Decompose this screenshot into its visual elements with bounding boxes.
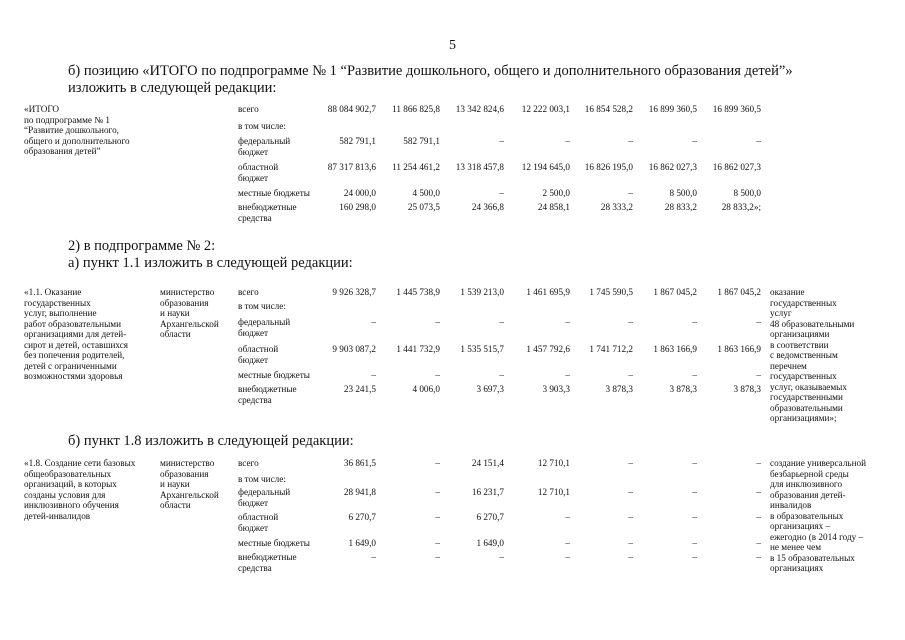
amount-cell: 1 867 045,2 <box>653 287 697 297</box>
amount-cell: – <box>499 552 504 562</box>
amount-cell: 9 926 328,7 <box>332 287 376 297</box>
amount-cell: 16 862 027,3 <box>648 162 697 172</box>
amount-cell: – <box>435 552 440 562</box>
amount-cell: 1 445 738,9 <box>396 287 440 297</box>
item-1-8-name: «1.8. Создание сети базовых общеобразовательных организаций, в которых созданы условия для инклюзивного обучения детей-инвалидов <box>24 458 136 521</box>
amount-cell: 3 697,3 <box>476 384 504 394</box>
amount-cell: – <box>628 552 633 562</box>
amount-cell: 1 741 712,2 <box>589 344 633 354</box>
amount-cell: – <box>756 487 761 497</box>
funding-source-label: местные бюджеты <box>238 188 310 198</box>
amount-cell: – <box>435 317 440 327</box>
amount-cell: 1 863 166,9 <box>717 344 761 354</box>
amount-cell: 582 791,1 <box>403 136 440 146</box>
amount-cell: – <box>692 512 697 522</box>
amount-cell: 24 000,0 <box>343 188 376 198</box>
page-number: 5 <box>449 38 456 53</box>
funding-source-label: внебюджетные средства <box>238 202 297 223</box>
item-1-1-name: «1.1. Оказание государственных услуг, выполнение работ образовательными организациями для детей- сирот и детей, оставшихся без попечения родителей, детей с ограниченными возможностями здоровья <box>24 287 129 381</box>
amount-cell: 16 899 360,5 <box>712 104 761 114</box>
amount-cell: 6 270,7 <box>348 512 376 522</box>
amount-cell: 6 270,7 <box>476 512 504 522</box>
amount-cell: 28 333,2 <box>600 202 633 212</box>
amount-cell: – <box>692 487 697 497</box>
amount-cell: – <box>435 487 440 497</box>
funding-source-label: внебюджетные средства <box>238 552 297 573</box>
paragraph-b-line-2: изложить в следующей редакции: <box>68 80 277 96</box>
amount-cell: – <box>692 370 697 380</box>
amount-cell: – <box>371 552 376 562</box>
amount-cell: – <box>371 370 376 380</box>
funding-source-label: федеральный бюджет <box>238 136 291 157</box>
item-1-1-result: оказание государственных услуг 48 образовательными организациями в соответствии с ведомственным перечнем государственных услуг, оказываемых государственными образовательными организациями»; <box>770 287 855 423</box>
amount-cell: – <box>565 136 570 146</box>
funding-source-label: местные бюджеты <box>238 538 310 548</box>
amount-cell: 1 461 695,9 <box>526 287 570 297</box>
paragraph-subprogram-2: 2) в подпрограмме № 2: <box>68 238 216 254</box>
amount-cell: 9 903 087,2 <box>332 344 376 354</box>
funding-source-label: местные бюджеты <box>238 370 310 380</box>
amount-cell: – <box>499 317 504 327</box>
amount-cell: 12 710,1 <box>537 487 570 497</box>
amount-cell: 16 862 027,3 <box>712 162 761 172</box>
amount-cell: – <box>756 317 761 327</box>
funding-source-label: федеральный бюджет <box>238 487 291 508</box>
amount-cell: 160 298,0 <box>339 202 376 212</box>
amount-cell: 16 899 360,5 <box>648 104 697 114</box>
amount-cell: – <box>565 512 570 522</box>
funding-source-label: областной бюджет <box>238 162 279 183</box>
amount-cell: – <box>692 136 697 146</box>
amount-cell: 2 500,0 <box>542 188 570 198</box>
amount-cell: 582 791,1 <box>339 136 376 146</box>
funding-source-label: всего <box>238 458 259 468</box>
amount-cell: 12 710,1 <box>537 458 570 468</box>
paragraph-b-line-1: б) позицию «ИТОГО по подпрограмме № 1 “Развитие дошкольного, общего и дополнительного образования детей”» <box>68 63 793 79</box>
amount-cell: – <box>756 458 761 468</box>
funding-source-label: всего <box>238 287 259 297</box>
amount-cell: – <box>756 538 761 548</box>
amount-cell: 24 858,1 <box>537 202 570 212</box>
amount-cell: 1 649,0 <box>476 538 504 548</box>
amount-cell: – <box>628 538 633 548</box>
funding-source-label: федеральный бюджет <box>238 317 291 338</box>
amount-cell: – <box>435 370 440 380</box>
amount-cell: 28 833,2»; <box>721 202 761 212</box>
amount-cell: 1 867 045,2 <box>717 287 761 297</box>
amount-cell: – <box>499 188 504 198</box>
funding-source-label: в том числе: <box>238 301 286 311</box>
amount-cell: – <box>692 458 697 468</box>
subprogram-1-total-name: «ИТОГО по подпрограмме № 1 “Развитие дошкольного, общего и дополнительного образования детей” <box>24 104 130 156</box>
amount-cell: 4 500,0 <box>412 188 440 198</box>
amount-cell: 13 342 824,6 <box>455 104 504 114</box>
amount-cell: 12 222 003,1 <box>521 104 570 114</box>
amount-cell: – <box>628 458 633 468</box>
amount-cell: 24 151,4 <box>471 458 504 468</box>
amount-cell: 11 254 461,2 <box>392 162 440 172</box>
amount-cell: – <box>628 188 633 198</box>
amount-cell: 28 941,8 <box>343 487 376 497</box>
amount-cell: 1 441 732,9 <box>396 344 440 354</box>
funding-source-label: областной бюджет <box>238 512 279 533</box>
item-1-8-executor: министерство образования и науки Архангельской области <box>160 458 219 510</box>
funding-source-label: областной бюджет <box>238 344 279 365</box>
amount-cell: – <box>628 317 633 327</box>
amount-cell: 13 318 457,8 <box>455 162 504 172</box>
item-1-1-executor: министерство образования и науки Архангельской области <box>160 287 219 339</box>
amount-cell: 12 194 645,0 <box>521 162 570 172</box>
item-1-8-result: создание универсальной безбарьерной среды для инклюзивного образования детей- инвалидов в образовательных организациях – ежегодно (в 2014 году – не менее чем в 15 образовательных организациях <box>770 458 867 573</box>
amount-cell: 24 366,8 <box>471 202 504 212</box>
amount-cell: 88 084 902,7 <box>327 104 376 114</box>
amount-cell: – <box>565 370 570 380</box>
amount-cell: 16 826 195,0 <box>584 162 633 172</box>
amount-cell: 3 878,3 <box>669 384 697 394</box>
amount-cell: – <box>435 538 440 548</box>
amount-cell: 8 500,0 <box>669 188 697 198</box>
amount-cell: – <box>756 512 761 522</box>
funding-source-label: всего <box>238 104 259 114</box>
amount-cell: 16 854 528,2 <box>584 104 633 114</box>
amount-cell: – <box>692 317 697 327</box>
amount-cell: 1 649,0 <box>348 538 376 548</box>
amount-cell: – <box>628 136 633 146</box>
amount-cell: – <box>565 552 570 562</box>
amount-cell: – <box>756 552 761 562</box>
amount-cell: 4 006,0 <box>412 384 440 394</box>
amount-cell: 1 535 515,7 <box>460 344 504 354</box>
amount-cell: – <box>692 538 697 548</box>
funding-source-label: внебюджетные средства <box>238 384 297 405</box>
amount-cell: 8 500,0 <box>733 188 761 198</box>
amount-cell: 1 863 166,9 <box>653 344 697 354</box>
amount-cell: – <box>565 538 570 548</box>
amount-cell: – <box>435 458 440 468</box>
amount-cell: – <box>565 317 570 327</box>
amount-cell: 25 073,5 <box>407 202 440 212</box>
amount-cell: 3 878,3 <box>605 384 633 394</box>
paragraph-a-item-1-1: а) пункт 1.1 изложить в следующей редакции: <box>68 255 353 271</box>
amount-cell: – <box>628 370 633 380</box>
amount-cell: – <box>499 370 504 380</box>
amount-cell: – <box>371 317 376 327</box>
amount-cell: 87 317 813,6 <box>327 162 376 172</box>
amount-cell: 16 231,7 <box>471 487 504 497</box>
amount-cell: 36 861,5 <box>343 458 376 468</box>
amount-cell: 1 457 792,6 <box>526 344 570 354</box>
amount-cell: – <box>628 512 633 522</box>
funding-source-label: в том числе: <box>238 121 286 131</box>
amount-cell: 11 866 825,8 <box>392 104 440 114</box>
amount-cell: 3 903,3 <box>542 384 570 394</box>
amount-cell: 1 745 590,5 <box>589 287 633 297</box>
amount-cell: 1 539 213,0 <box>460 287 504 297</box>
amount-cell: 3 878,3 <box>733 384 761 394</box>
amount-cell: – <box>435 512 440 522</box>
amount-cell: 28 833,2 <box>664 202 697 212</box>
amount-cell: – <box>756 370 761 380</box>
amount-cell: 23 241,5 <box>343 384 376 394</box>
paragraph-b-item-1-8: б) пункт 1.8 изложить в следующей редакции: <box>68 433 354 449</box>
amount-cell: – <box>692 552 697 562</box>
amount-cell: – <box>756 136 761 146</box>
amount-cell: – <box>499 136 504 146</box>
funding-source-label: в том числе: <box>238 474 286 484</box>
amount-cell: – <box>628 487 633 497</box>
